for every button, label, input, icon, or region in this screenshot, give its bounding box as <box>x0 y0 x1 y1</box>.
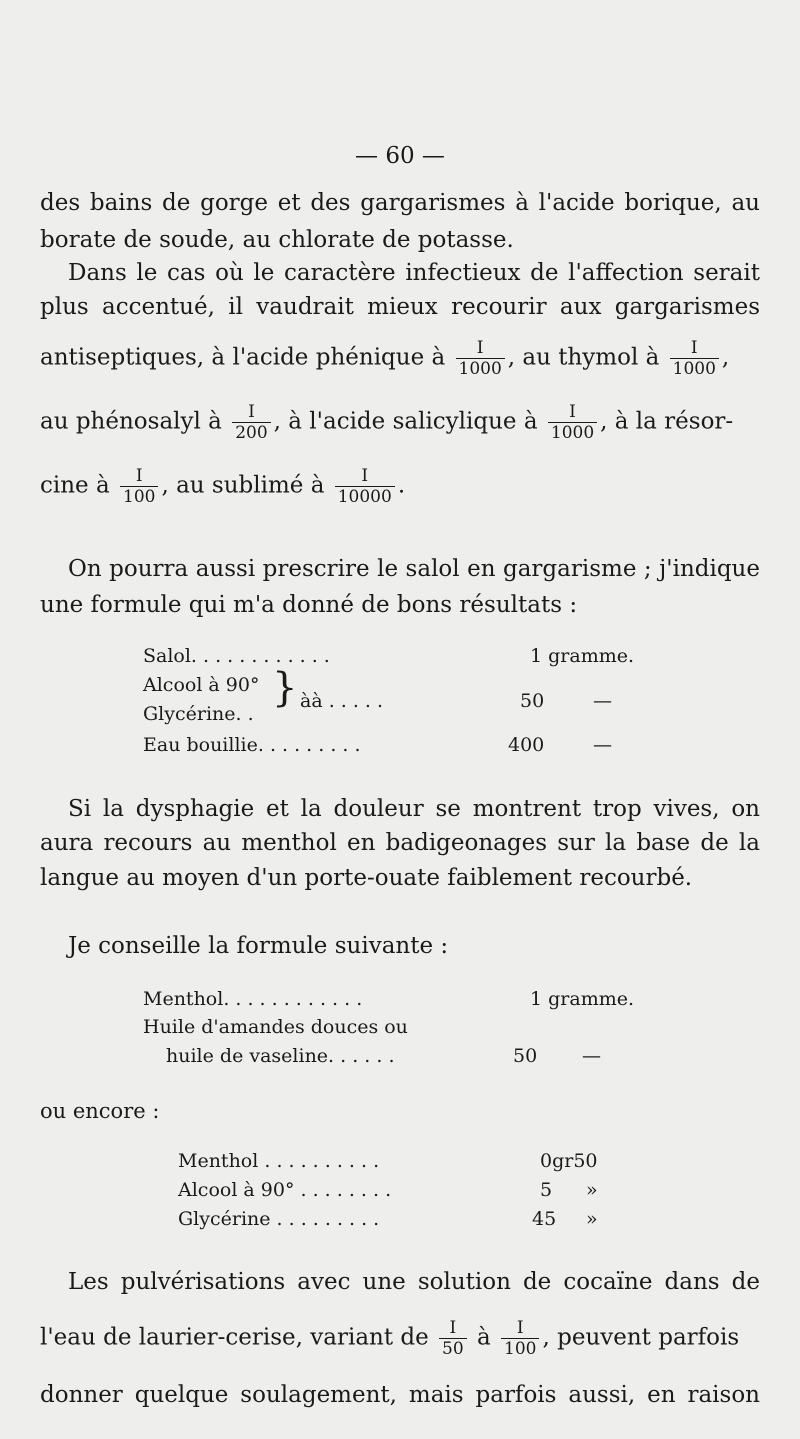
fraction-numerator: I <box>456 338 505 359</box>
text-span: , à l'acide salicylique à <box>273 408 538 435</box>
formula-ingredient: Glycérine . . . . . . . . . <box>178 1208 380 1230</box>
formula-ingredient: Salol. . . . . . . . . . . . <box>143 645 330 667</box>
text-span: , peuvent parfois <box>542 1324 740 1351</box>
text-line: donner quelque soulagement, mais parfois aussi, en raison <box>40 1382 760 1408</box>
formula-ingredient: Menthol . . . . . . . . . . <box>178 1150 380 1172</box>
fraction-denominator: 1000 <box>550 423 595 443</box>
text-span: , à la résor- <box>600 408 734 435</box>
formula-unit: — <box>593 690 612 712</box>
fraction-numerator: I <box>335 466 395 487</box>
text-line-fractions <box>40 466 760 507</box>
fraction <box>501 1318 539 1359</box>
text-line: ou encore : <box>40 1099 160 1123</box>
fraction-denominator: 10000 <box>337 487 392 507</box>
fraction-numerator: I <box>548 402 597 423</box>
formula-unit: — <box>593 734 612 756</box>
text-span: cine à <box>40 472 110 499</box>
text-span: , au sublimé à <box>161 472 325 499</box>
text-line: des bains de gorge et des gargarismes à l'acide borique, au <box>40 190 760 216</box>
formula-quantity: 1 gramme. <box>530 988 635 1010</box>
fraction-numerator: I <box>232 402 270 423</box>
fraction-denominator: 1000 <box>458 359 502 379</box>
formula-unit: — <box>582 1045 601 1067</box>
text-span: antiseptiques, à l'acide phénique à <box>40 344 446 371</box>
fraction-denominator: 50 <box>442 1339 464 1359</box>
formula-ingredient: Eau bouillie. . . . . . . . . <box>143 734 361 756</box>
formula-quantity: 45 <box>532 1208 557 1230</box>
formula-quantity: 50 <box>513 1045 538 1067</box>
formula-unit: » <box>586 1208 598 1230</box>
text-line: Dans le cas où le caractère infectieux de l'affection serait <box>68 260 760 286</box>
text-line-fractions <box>40 402 760 443</box>
formula-quantity: 5 <box>540 1179 553 1201</box>
text-span: , <box>721 344 730 371</box>
formula-quantity: 50 <box>520 690 545 712</box>
fraction-numerator: I <box>501 1318 539 1339</box>
text-line: Si la dysphagie et la douleur se montrent trop vives, on <box>68 796 760 822</box>
fraction <box>456 338 505 379</box>
text-span: à <box>477 1324 491 1351</box>
text-line: On pourra aussi prescrire le salol en gargarisme ; j'indique <box>68 556 760 582</box>
formula-ingredient: Alcool à 90° . . . . . . . . <box>178 1179 392 1201</box>
text-line-fractions <box>40 1318 760 1359</box>
fraction <box>120 466 158 507</box>
page-number: — 60 — <box>355 143 445 169</box>
formula-ingredient: Menthol. . . . . . . . . . . . <box>143 988 363 1010</box>
text-span: au phénosalyl à <box>40 408 222 435</box>
text-line: Je conseille la formule suivante : <box>68 933 449 959</box>
text-line-fractions <box>40 338 760 379</box>
fraction <box>232 402 270 443</box>
fraction <box>335 466 395 507</box>
fraction-numerator: I <box>120 466 158 487</box>
text-line: langue au moyen d'un porte-ouate faiblement recourbé. <box>40 865 693 891</box>
text-line: une formule qui m'a donné de bons résultats : <box>40 592 578 618</box>
text-line: aura recours au menthol en badigeonages sur la base de la <box>40 830 760 856</box>
fraction <box>548 402 597 443</box>
formula-quantity: 0gr50 <box>540 1150 598 1172</box>
brace-icon: } <box>272 665 298 711</box>
formula-unit: » <box>586 1179 598 1201</box>
text-line: plus accentué, il vaudrait mieux recourir aux gargarismes <box>40 294 760 320</box>
text-span: l'eau de laurier-cerise, variant de <box>40 1324 429 1351</box>
text-span: , au thymol à <box>507 344 660 371</box>
fraction <box>439 1318 467 1359</box>
formula-ingredient: Glycérine. . <box>143 703 254 725</box>
fraction <box>670 338 719 379</box>
fraction-denominator: 100 <box>504 1339 537 1359</box>
formula-ingredient: Huile d'amandes douces ou <box>143 1016 408 1038</box>
formula-ingredient: Alcool à 90° <box>143 674 260 696</box>
formula-quantity: 400 <box>508 734 545 756</box>
fraction-denominator: 200 <box>235 423 268 443</box>
text-span: . <box>397 472 406 499</box>
formula-ingredient: huile de vaseline. . . . . . <box>166 1045 395 1067</box>
fraction-numerator: I <box>670 338 719 359</box>
text-line: borate de soude, au chlorate de potasse. <box>40 227 514 253</box>
formula-quantity: 1 gramme. <box>530 645 635 667</box>
text-line: Les pulvérisations avec une solution de cocaïne dans de <box>68 1269 760 1295</box>
fraction-denominator: 100 <box>123 487 156 507</box>
fraction-numerator: I <box>439 1318 467 1339</box>
formula-aa: àà . . . . . <box>300 690 384 712</box>
fraction-denominator: 1000 <box>672 359 716 379</box>
